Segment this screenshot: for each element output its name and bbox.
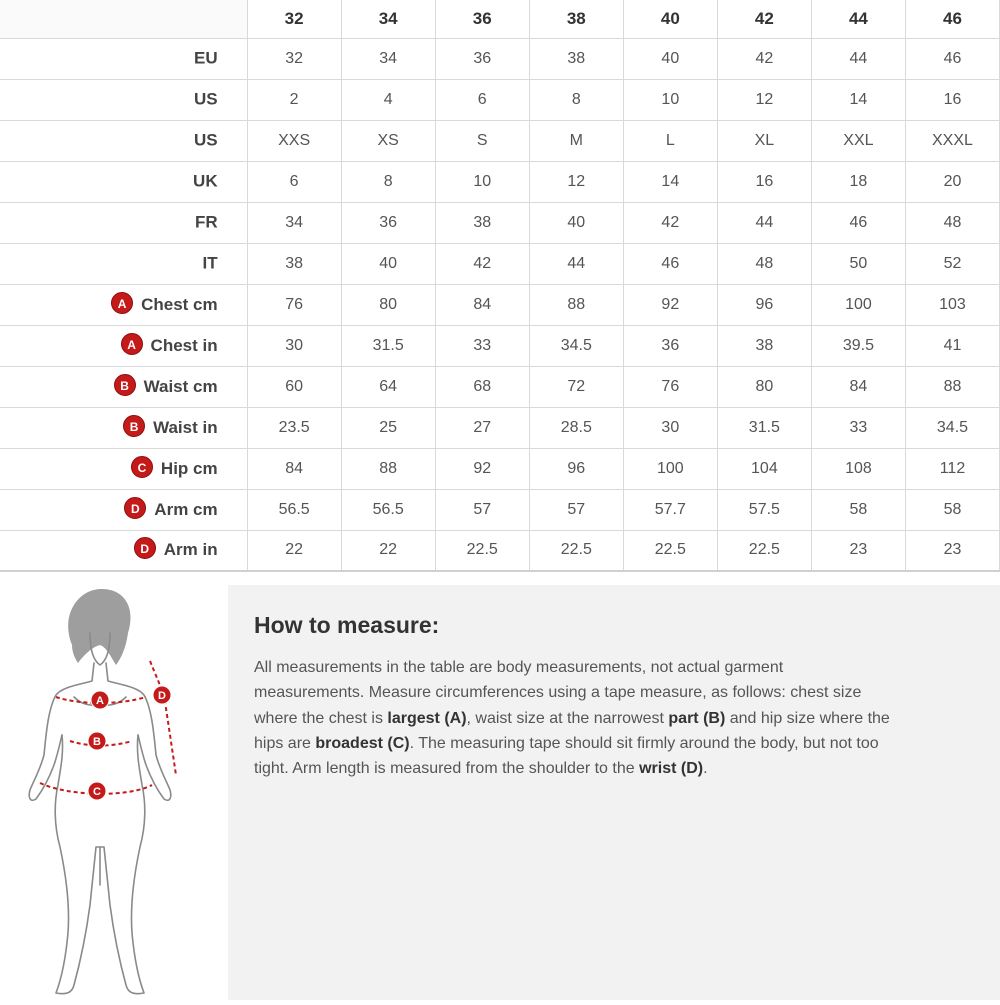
- row-label-cell: [0, 120, 247, 161]
- table-cell: 42: [717, 38, 811, 79]
- svg-text:A: A: [96, 695, 104, 707]
- hair-shape: [68, 589, 130, 665]
- table-cell: 2: [247, 79, 341, 120]
- table-cell: 104: [717, 448, 811, 489]
- table-cell: 84: [811, 366, 905, 407]
- size-header-cell: 46: [905, 0, 999, 38]
- table-cell: 36: [341, 202, 435, 243]
- table-cell: 39.5: [811, 325, 905, 366]
- table-cell: 56.5: [247, 489, 341, 530]
- table-cell: 96: [717, 284, 811, 325]
- table-cell: 80: [341, 284, 435, 325]
- table-cell: 58: [811, 489, 905, 530]
- table-row: [0, 325, 1000, 366]
- table-cell: 40: [341, 243, 435, 284]
- table-cell: 8: [529, 79, 623, 120]
- measurement-badge-icon: A: [121, 333, 143, 355]
- table-cell: 31.5: [341, 325, 435, 366]
- marker-c: [88, 782, 106, 800]
- description-emphasis: broadest (C): [315, 734, 410, 752]
- table-cell: 8: [341, 161, 435, 202]
- row-label: Arm in: [163, 540, 218, 560]
- table-cell: 41: [905, 325, 999, 366]
- table-cell: 22.5: [717, 530, 811, 571]
- table-cell: 4: [341, 79, 435, 120]
- table-cell: 42: [623, 202, 717, 243]
- table-cell: 25: [341, 407, 435, 448]
- table-cell: 30: [247, 325, 341, 366]
- row-label-cell: [0, 366, 247, 407]
- description-emphasis: part (B): [668, 709, 726, 727]
- row-label-cell: [0, 325, 247, 366]
- table-cell: 46: [905, 38, 999, 79]
- svg-text:B: B: [93, 736, 101, 748]
- table-cell: 38: [435, 202, 529, 243]
- row-label: Waist cm: [143, 376, 218, 396]
- description-text: . The measuring tape should sit firmly around the body, but not too tight. Arm length is measured from the shoulder to the: [254, 734, 879, 778]
- row-label-cell: [0, 243, 247, 284]
- table-cell: 48: [905, 202, 999, 243]
- table-row: [0, 448, 1000, 489]
- row-label-cell: [0, 202, 247, 243]
- marker-b: [88, 732, 106, 750]
- table-cell: 40: [623, 38, 717, 79]
- table-cell: 80: [717, 366, 811, 407]
- table-cell: 28.5: [529, 407, 623, 448]
- marker-d: [153, 686, 171, 704]
- row-label: EU: [193, 48, 218, 68]
- size-header-cell: 38: [529, 0, 623, 38]
- table-row: [0, 284, 1000, 325]
- measurement-badge-icon: B: [123, 415, 145, 437]
- table-cell: 108: [811, 448, 905, 489]
- table-row: [0, 243, 1000, 284]
- size-header-cell: 42: [717, 0, 811, 38]
- table-cell: 57.5: [717, 489, 811, 530]
- table-body: [0, 38, 1000, 571]
- table-cell: 22.5: [623, 530, 717, 571]
- measurement-badge-icon: D: [124, 497, 146, 519]
- description-text: All measurements in the table are body measurements, not actual garment measurements. Measure circumferences using a tape measure, as follows: chest size where the chest is: [254, 659, 862, 727]
- table-cell: 48: [717, 243, 811, 284]
- how-to-measure-panel: [228, 585, 1000, 1000]
- table-row: [0, 530, 1000, 571]
- row-label: Waist in: [153, 417, 218, 437]
- marker-a: [91, 691, 109, 709]
- table-cell: 36: [435, 38, 529, 79]
- row-label: FR: [194, 212, 218, 232]
- table-row: [0, 38, 1000, 79]
- row-label: Arm cm: [154, 499, 218, 519]
- size-header-cell: 34: [341, 0, 435, 38]
- row-label: Hip cm: [160, 458, 218, 478]
- size-header-cell: 32: [247, 0, 341, 38]
- table-cell: XXS: [247, 120, 341, 161]
- row-label-cell: [0, 448, 247, 489]
- table-cell: 23: [811, 530, 905, 571]
- table-cell: XS: [341, 120, 435, 161]
- table-cell: 22.5: [435, 530, 529, 571]
- table-cell: 96: [529, 448, 623, 489]
- table-cell: 34: [341, 38, 435, 79]
- table-cell: 84: [435, 284, 529, 325]
- table-cell: 60: [247, 366, 341, 407]
- measurement-badge-icon: A: [111, 292, 133, 314]
- table-cell: 6: [247, 161, 341, 202]
- table-cell: 10: [435, 161, 529, 202]
- table-cell: 100: [623, 448, 717, 489]
- svg-text:C: C: [93, 786, 101, 798]
- description-text: and hip size where the hips are: [254, 709, 890, 752]
- table-cell: 30: [623, 407, 717, 448]
- table-cell: 22: [247, 530, 341, 571]
- table-cell: 92: [435, 448, 529, 489]
- table-cell: 58: [905, 489, 999, 530]
- table-cell: 14: [623, 161, 717, 202]
- table-cell: 92: [623, 284, 717, 325]
- row-label-cell: [0, 79, 247, 120]
- row-label-cell: [0, 38, 247, 79]
- table-cell: XL: [717, 120, 811, 161]
- table-cell: 84: [247, 448, 341, 489]
- table-cell: 20: [905, 161, 999, 202]
- table-cell: 18: [811, 161, 905, 202]
- table-cell: 112: [905, 448, 999, 489]
- table-cell: M: [529, 120, 623, 161]
- body-outline: [29, 633, 171, 994]
- measurement-badge-icon: D: [134, 537, 156, 559]
- table-cell: 57: [529, 489, 623, 530]
- table-cell: 64: [341, 366, 435, 407]
- row-label: UK: [193, 171, 218, 191]
- table-cell: 32: [247, 38, 341, 79]
- table-cell: 88: [905, 366, 999, 407]
- table-row: [0, 202, 1000, 243]
- row-label-cell: [0, 284, 247, 325]
- table-cell: 57.7: [623, 489, 717, 530]
- table-cell: 46: [623, 243, 717, 284]
- table-cell: 10: [623, 79, 717, 120]
- table-cell: 44: [529, 243, 623, 284]
- measurement-badge-icon: C: [131, 456, 153, 478]
- table-cell: 12: [717, 79, 811, 120]
- table-cell: 6: [435, 79, 529, 120]
- table-cell: 44: [717, 202, 811, 243]
- table-cell: 50: [811, 243, 905, 284]
- size-header-cell: 36: [435, 0, 529, 38]
- table-cell: 72: [529, 366, 623, 407]
- table-cell: 88: [529, 284, 623, 325]
- table-cell: 12: [529, 161, 623, 202]
- row-label: Chest in: [150, 335, 218, 355]
- table-cell: 88: [341, 448, 435, 489]
- row-label: IT: [202, 253, 218, 273]
- measurement-figure-panel: [0, 585, 229, 1000]
- description-emphasis: wrist (D): [639, 760, 704, 778]
- table-cell: 38: [717, 325, 811, 366]
- table-cell: 57: [435, 489, 529, 530]
- table-row: [0, 79, 1000, 120]
- table-cell: XXL: [811, 120, 905, 161]
- table-cell: 22: [341, 530, 435, 571]
- description-text: .: [703, 760, 708, 778]
- table-cell: 33: [435, 325, 529, 366]
- table-cell: 34.5: [905, 407, 999, 448]
- table-cell: 44: [811, 38, 905, 79]
- how-to-measure-description: [254, 655, 894, 781]
- row-label: US: [193, 89, 218, 109]
- table-cell: 23.5: [247, 407, 341, 448]
- table-cell: 52: [905, 243, 999, 284]
- how-to-measure-title: How to measure:: [254, 612, 440, 638]
- table-row: [0, 120, 1000, 161]
- svg-text:D: D: [158, 690, 166, 702]
- description-emphasis: largest (A): [387, 709, 467, 727]
- table-cell: XXXL: [905, 120, 999, 161]
- size-header-cell: 44: [811, 0, 905, 38]
- row-label-cell: [0, 489, 247, 530]
- table-cell: 33: [811, 407, 905, 448]
- table-cell: 46: [811, 202, 905, 243]
- row-label: Chest cm: [141, 294, 218, 314]
- table-cell: 103: [905, 284, 999, 325]
- table-cell: 14: [811, 79, 905, 120]
- table-cell: 42: [435, 243, 529, 284]
- table-row: [0, 161, 1000, 202]
- table-cell: 34.5: [529, 325, 623, 366]
- table-cell: 38: [529, 38, 623, 79]
- row-label-cell: [0, 161, 247, 202]
- table-cell: 16: [717, 161, 811, 202]
- size-header-cell: 40: [623, 0, 717, 38]
- table-cell: 100: [811, 284, 905, 325]
- body-outline-illustration: [0, 585, 228, 1000]
- table-cell: 22.5: [529, 530, 623, 571]
- table-cell: 34: [247, 202, 341, 243]
- row-label-cell: [0, 407, 247, 448]
- table-cell: 16: [905, 79, 999, 120]
- arm-tape: [150, 661, 176, 775]
- table-row: [0, 407, 1000, 448]
- table-cell: 76: [247, 284, 341, 325]
- table-cell: 23: [905, 530, 999, 571]
- description-text: , waist size at the narrowest: [466, 709, 669, 727]
- measurement-badge-icon: B: [114, 374, 136, 396]
- table-cell: 36: [623, 325, 717, 366]
- table-corner-cell: [0, 0, 247, 38]
- table-row: [0, 489, 1000, 530]
- table-cell: L: [623, 120, 717, 161]
- row-label: US: [193, 130, 218, 150]
- table-cell: 31.5: [717, 407, 811, 448]
- table-row: [0, 366, 1000, 407]
- row-label-cell: [0, 530, 247, 571]
- table-cell: 56.5: [341, 489, 435, 530]
- table-cell: 27: [435, 407, 529, 448]
- table-cell: 38: [247, 243, 341, 284]
- table-header-row: [0, 0, 1000, 38]
- table-cell: 40: [529, 202, 623, 243]
- table-cell: 68: [435, 366, 529, 407]
- table-cell: 76: [623, 366, 717, 407]
- table-cell: S: [435, 120, 529, 161]
